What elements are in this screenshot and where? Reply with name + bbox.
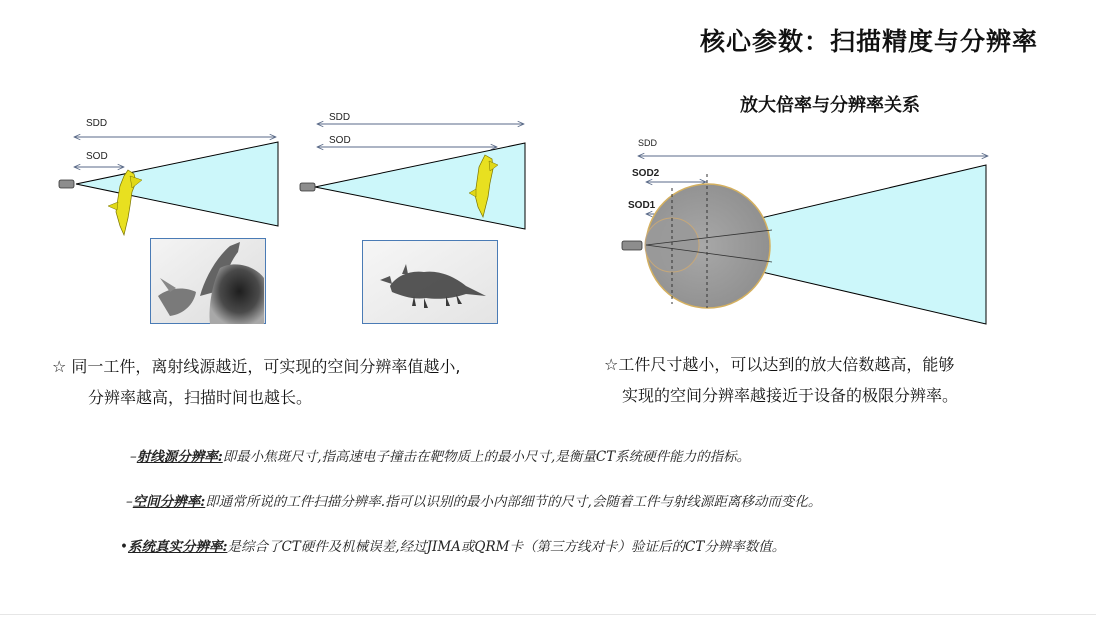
definition-system-resolution	[120, 535, 785, 555]
sdd-label: SDD	[638, 138, 658, 148]
sod-label: SOD	[86, 151, 108, 162]
sdd-label: SDD	[329, 112, 351, 123]
caption-left	[52, 351, 461, 413]
diagram-magnification	[610, 128, 1000, 328]
sod-label: SOD	[329, 135, 351, 146]
definition-text: 即通常所说的工件扫描分辨率.指可以识别的最小内部细节的尺寸,会随着工件与射线源距离移动而变化。	[205, 494, 822, 510]
sdd-label: SDD	[86, 118, 108, 129]
xray-beam	[315, 143, 525, 229]
caption-right-line2: 实现的空间分辨率越接近于设备的极限分辨率。	[622, 386, 959, 405]
caption-right-line1: ☆工件尺寸越小，可以达到的放大倍数越高，能够	[604, 355, 955, 374]
projection-image-near	[150, 238, 266, 324]
xray-source-icon	[59, 180, 74, 188]
diagram-near-source	[50, 110, 290, 240]
definition-text: 是综合了CT硬件及机械误差,经过JIMA或QRM卡（第三方线对卡）验证后的CT分辨率数值。	[227, 539, 786, 555]
definition-bullet: •	[120, 539, 128, 555]
definition-source-resolution	[130, 445, 750, 465]
sod2-label: SOD2	[632, 168, 660, 179]
page-title: 核心参数：扫描精度与分辨率	[699, 27, 1038, 56]
diagram-far-source	[295, 105, 535, 235]
xray-source-icon	[622, 241, 642, 250]
definition-text: 即最小焦斑尺寸,指高速电子撞击在靶物质上的最小尺寸,是衡量CT系统硬件能力的指标。	[222, 449, 751, 465]
projection-image-far	[362, 240, 498, 324]
definition-bullet: –	[126, 494, 133, 510]
definition-term: 射线源分辨率:	[136, 449, 223, 465]
caption-left-line1: ☆ 同一工件，离射线源越近，可实现的空间分辨率值越小,	[52, 357, 461, 376]
caption-right	[604, 349, 958, 411]
sod1-label: SOD1	[628, 200, 656, 211]
definition-term: 空间分辨率:	[132, 494, 206, 510]
bottom-divider	[0, 614, 1096, 615]
caption-left-line2: 分辨率越高，扫描时间也越长。	[88, 388, 313, 407]
definition-term: 系统真实分辨率:	[127, 539, 228, 555]
section-subtitle: 放大倍率与分辨率关系	[740, 95, 920, 116]
xray-source-icon	[300, 183, 315, 191]
definition-spatial-resolution	[126, 490, 821, 510]
definition-bullet: –	[130, 449, 137, 465]
